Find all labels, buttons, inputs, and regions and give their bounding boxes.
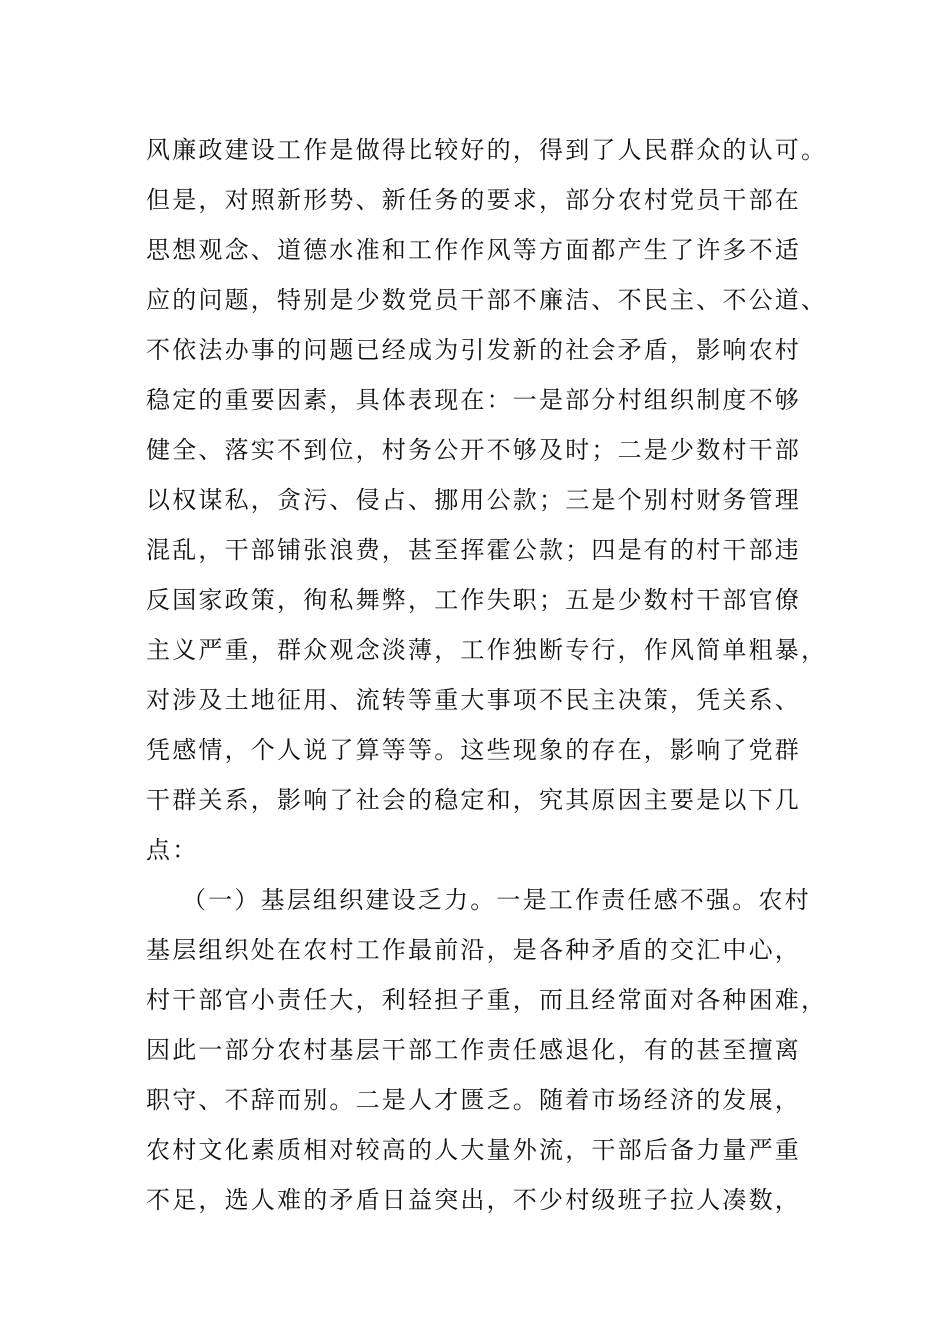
text-line: 基层组织处在农村工作最前沿，是各种矛盾的交汇中心， [146, 936, 801, 964]
text-line: 凭感情，个人说了算等等。这些现象的存在，影响了党群 [146, 736, 801, 764]
text-line: 应的问题，特别是少数党员干部不廉洁、不民主、不公道、 [146, 286, 828, 314]
text-line: 主义严重，群众观念淡薄，工作独断专行，作风简单粗暴， [146, 636, 828, 664]
text-line: 干群关系，影响了社会的稳定和，究其原因主要是以下几 [146, 786, 801, 814]
text-line: 村干部官小责任大，利轻担子重，而且经常面对各种困难， [146, 986, 828, 1014]
text-line: 农村文化素质相对较高的人大量外流，干部后备力量严重 [146, 1136, 801, 1164]
text-line: 点： [146, 836, 199, 864]
text-line: 反国家政策，徇私舞弊，工作失职；五是少数村干部官僚 [146, 586, 801, 614]
text-line: 稳定的重要因素，具体表现在：一是部分村组织制度不够 [146, 386, 801, 414]
text-line: 思想观念、道德水准和工作作风等方面都产生了许多不适 [146, 236, 801, 264]
text-line: 职守、不辞而别。二是人才匮乏。随着市场经济的发展， [146, 1086, 801, 1114]
text-line: 以权谋私，贪污、侵占、挪用公款；三是个别村财务管理 [146, 486, 801, 514]
text-line: 但是，对照新形势、新任务的要求，部分农村党员干部在 [146, 186, 801, 214]
text-line: 风廉政建设工作是做得比较好的，得到了人民群众的认可。 [146, 136, 828, 164]
body-text [146, 125, 828, 1225]
text-line: 不依法办事的问题已经成为引发新的社会矛盾，影响农村 [146, 336, 801, 364]
section-heading-line: （一）基层组织建设乏力。一是工作责任感不强。农村 [182, 886, 811, 914]
text-line: 混乱，干部铺张浪费，甚至挥霍公款；四是有的村干部违 [146, 536, 801, 564]
text-line: 不足，选人难的矛盾日益突出，不少村级班子拉人凑数， [146, 1186, 801, 1214]
text-line: 健全、落实不到位，村务公开不够及时；二是少数村干部 [146, 436, 801, 464]
text-line: 对涉及土地征用、流转等重大事项不民主决策，凭关系、 [146, 686, 801, 714]
text-line: 因此一部分农村基层干部工作责任感退化，有的甚至擅离 [146, 1036, 801, 1064]
